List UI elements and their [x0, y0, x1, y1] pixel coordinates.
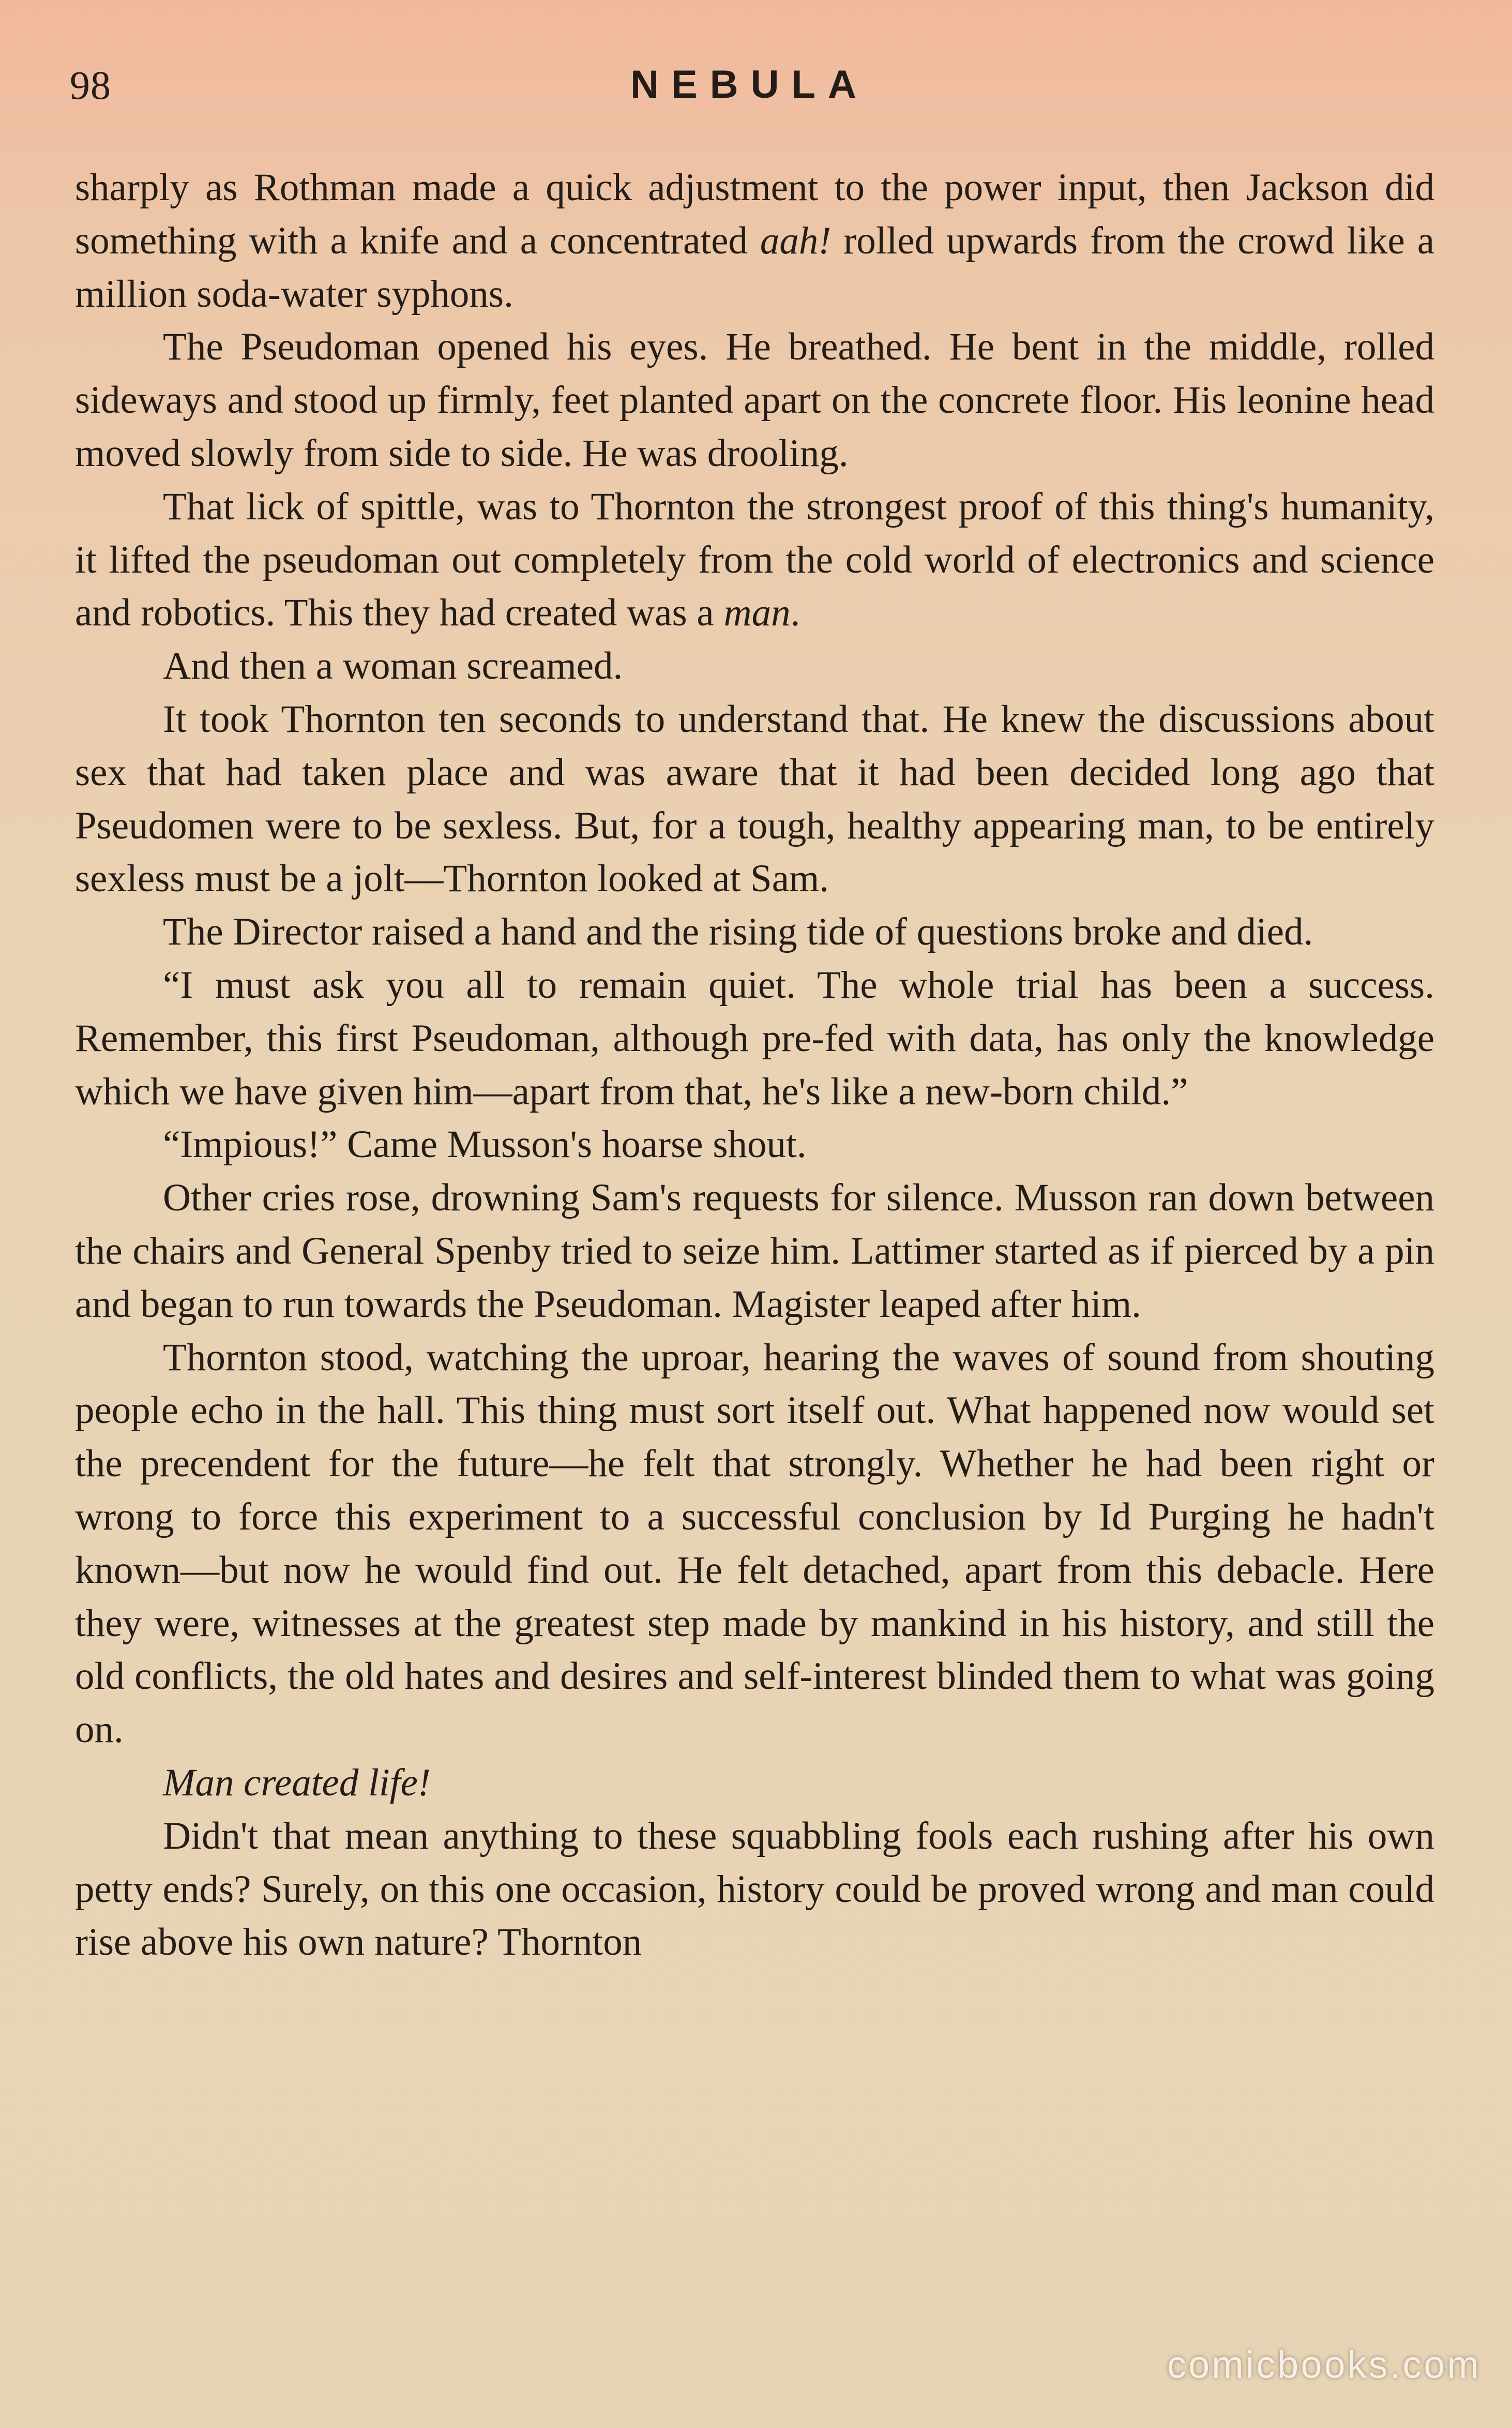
watermark: comicbooks.com [1167, 2343, 1481, 2386]
paragraph [75, 693, 1434, 906]
paragraph [75, 959, 1434, 1118]
paragraph [75, 1172, 1434, 1331]
paragraph-text: Other cries rose, drowning Sam's requests for silence. Musson ran down between the chairs and General Spenby tried to seize him. Lattimer started as if pierced by a pin and began to run towards the Pseudoman. Magister leaped after him. [75, 1176, 1434, 1326]
paragraph [75, 906, 1434, 959]
paragraph-text: “Impious!” Came Musson's hoarse shout. [163, 1123, 807, 1166]
paragraph [75, 1118, 1434, 1172]
italic-text: aah! [760, 219, 831, 262]
italic-text: man [723, 591, 791, 635]
paragraph-text: Didn't that mean anything to these squabbling fools each rushing after his own petty ends? Surely, on this one occasion, history could be proved wrong and man could rise above his own nature? Thornton [75, 1814, 1434, 1964]
paragraph [75, 1810, 1434, 1969]
paragraph [75, 1757, 1434, 1810]
page-header [70, 57, 1429, 114]
paragraph-text: Thornton stood, watching the uproar, hearing the waves of sound from shouting people echo in the hall. This thing must sort itself out. What happened now would set the precendent for the future—he felt that strongly. Whether he had been right or wrong to force this experiment to a successful conclusion by Id Purging he hadn't known—but now he would find out. He felt detached, apart from this debacle. Here they were, witnesses at the greatest step made by mankind in his history, and still the old conflicts, the old hates and desires and self-interest blinded them to what was going on. [75, 1336, 1434, 1751]
paragraph [75, 481, 1434, 640]
paragraph-text: The Director raised a hand and the rising tide of questions broke and died. [163, 910, 1313, 954]
paragraph-text: rolled upwards from the crowd like a million soda-water syphons. [75, 219, 1434, 316]
paragraph-text: “I must ask you all to remain quiet. The whole trial has been a success. Remember, this first Pseudoman, although pre-fed with data, has only the knowledge which we have given him—apart from that, he's like a new-born child.” [75, 963, 1434, 1113]
paragraph [75, 1331, 1434, 1757]
body-text [75, 161, 1434, 1969]
page-number: 98 [70, 63, 111, 108]
paragraph-text: sharply as Rothman made a quick adjustment to the power input, then Jackson did something with a knife and a concentrated [75, 166, 1434, 262]
paragraph [75, 640, 1434, 693]
paragraph-text: . [790, 591, 800, 635]
paragraph-text: And then a woman screamed. [163, 645, 623, 688]
paragraph [75, 321, 1434, 480]
paragraph-text: That lick of spittle, was to Thornton the strongest proof of this thing's humanity, it lifted the pseudoman out completely from the cold world of electronics and science and robotics. This they had created was a [75, 485, 1434, 635]
paragraph [75, 161, 1434, 321]
paragraph-text: The Pseudoman opened his eyes. He breathed. He bent in the middle, rolled sideways and stood up firmly, feet planted apart on the concrete floor. His leonine head moved slowly from side to side. He was drooling. [75, 325, 1434, 475]
paragraph-text: It took Thornton ten seconds to understand that. He knew the discussions about sex that had taken place and was aware that it had been decided long ago that Pseudomen were to be sexless. But, for a tough, healthy appearing man, to be entirely sexless must be a jolt—Thornton looked at Sam. [75, 697, 1434, 901]
running-title: NEBULA [630, 63, 869, 107]
italic-text: Man created life! [163, 1761, 431, 1804]
